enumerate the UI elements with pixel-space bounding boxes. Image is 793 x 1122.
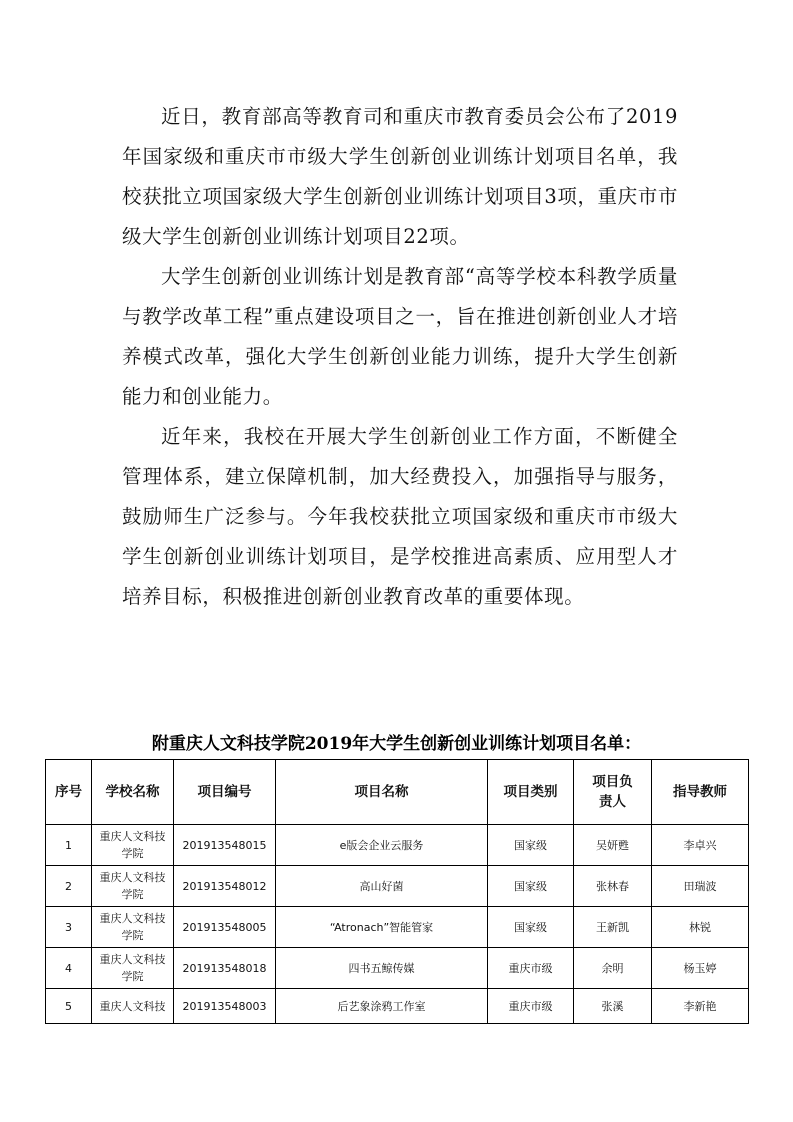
cell-category: 国家级 [488, 866, 574, 907]
column-header: 项目类别 [488, 760, 574, 825]
column-header: 序号 [46, 760, 92, 825]
table-header-row [46, 760, 749, 825]
cell-index: 4 [46, 948, 92, 989]
table-row [46, 866, 749, 907]
table-row [46, 948, 749, 989]
cell-advisor: 李新艳 [652, 989, 749, 1024]
cell-index: 3 [46, 907, 92, 948]
paragraph: 大学生创新创业训练计划是教育部“高等学校本科教学质量与教学改革工程”重点建设项目之一，旨在推进创新创业人才培养模式改革，强化大学生创新创业能力训练，提升大学生创新能力和创业能力。 [122, 265, 678, 408]
cell-school: 重庆人文科技学院 [92, 907, 174, 948]
cell-leader: 吴妍甦 [574, 825, 652, 866]
cell-index: 1 [46, 825, 92, 866]
cell-index: 5 [46, 989, 92, 1024]
cell-project-id: 201913548015 [174, 825, 276, 866]
table-row [46, 825, 749, 866]
paragraph: 近年来，我校在开展大学生创新创业工作方面，不断健全管理体系，建立保障机制，加大经费投入，加强指导与服务，鼓励师生广泛参与。今年我校获批立项国家级和重庆市市级大学生创新创业训练计划项目，是学校推进高素质、应用型人才培养目标，积极推进创新创业教育改革的重要体现。 [122, 425, 678, 608]
cell-project-id: 201913548005 [174, 907, 276, 948]
cell-project-name: e版会企业云服务 [276, 825, 488, 866]
cell-advisor: 田瑞波 [652, 866, 749, 907]
cell-project-name: “Atronach”智能管家 [276, 907, 488, 948]
cell-school: 重庆人文科技学院 [92, 866, 174, 907]
column-header: 指导教师 [652, 760, 749, 825]
cell-leader: 张溪 [574, 989, 652, 1024]
cell-advisor: 李卓兴 [652, 825, 749, 866]
column-header: 学校名称 [92, 760, 174, 825]
paragraph: 近日，教育部高等教育司和重庆市教育委员会公布了2019年国家级和重庆市市级大学生创新创业训练计划项目名单，我校获批立项国家级大学生创新创业训练计划项目3项，重庆市市级大学生创新创业训练计划项目22项。 [122, 105, 678, 248]
column-header: 项目编号 [174, 760, 276, 825]
cell-category: 国家级 [488, 825, 574, 866]
cell-project-name: 高山好菌 [276, 866, 488, 907]
project-table [45, 759, 749, 1024]
cell-leader: 张林春 [574, 866, 652, 907]
cell-school: 重庆人文科技学院 [92, 948, 174, 989]
table-caption: 附重庆人文科技学院2019年大学生创新创业训练计划项目名单： [151, 734, 642, 754]
cell-project-id: 201913548012 [174, 866, 276, 907]
column-header: 项目名称 [276, 760, 488, 825]
table-row [46, 907, 749, 948]
cell-leader: 王新凯 [574, 907, 652, 948]
cell-index: 2 [46, 866, 92, 907]
cell-category: 重庆市级 [488, 989, 574, 1024]
cell-advisor: 林锐 [652, 907, 749, 948]
cell-school: 重庆人文科技 [92, 989, 174, 1024]
cell-school: 重庆人文科技学院 [92, 825, 174, 866]
cell-leader: 余明 [574, 948, 652, 989]
column-header: 项目负责人 [574, 760, 652, 825]
cell-project-id: 201913548018 [174, 948, 276, 989]
table-row [46, 989, 749, 1024]
cell-project-name: 后艺象涂鸦工作室 [276, 989, 488, 1024]
cell-category: 国家级 [488, 907, 574, 948]
article-body [122, 97, 678, 617]
cell-project-id: 201913548003 [174, 989, 276, 1024]
cell-category: 重庆市级 [488, 948, 574, 989]
cell-project-name: 四书五鲸传媒 [276, 948, 488, 989]
cell-advisor: 杨玉婷 [652, 948, 749, 989]
